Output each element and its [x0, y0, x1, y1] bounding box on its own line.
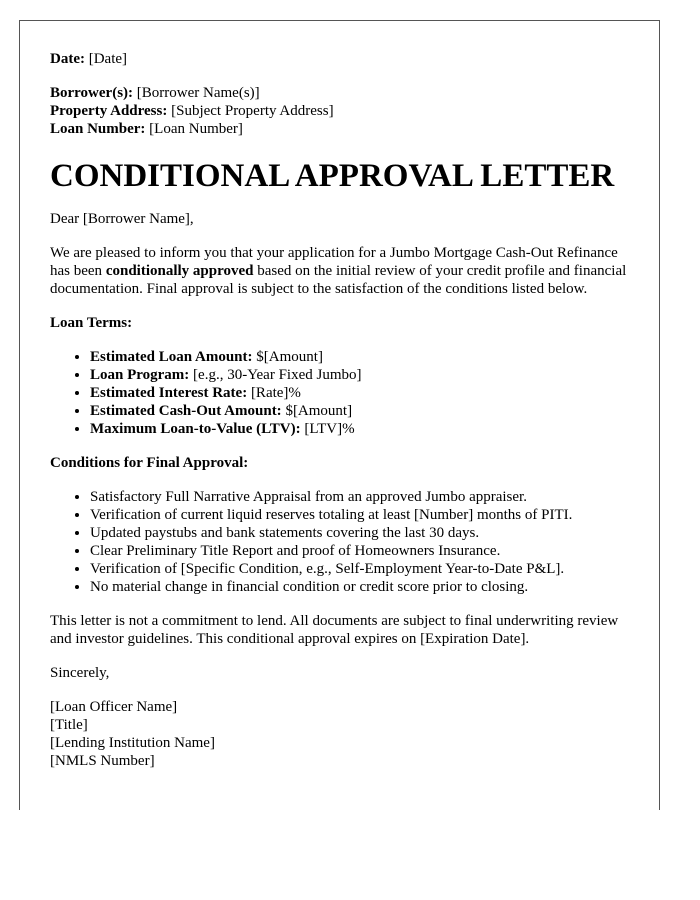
date-line [50, 50, 630, 68]
loan-term-value: [Rate]% [250, 385, 301, 401]
signature-block [50, 698, 630, 770]
loan-number-value: [Loan Number] [149, 121, 243, 137]
loan-term-item [90, 420, 630, 438]
condition-item: • Verification of [Specific Condition, e.g., Self-Employment Year-to-Date P&L]. [90, 560, 630, 578]
borrower-label: Borrower(s): [50, 85, 134, 101]
loan-term-value: [LTV]% [304, 421, 355, 437]
loan-term-item [90, 366, 630, 384]
signature-institution: [Lending Institution Name] [50, 735, 215, 751]
borrower-value: [Borrower Name(s)] [136, 85, 260, 101]
loan-number-line [50, 120, 630, 138]
closing: Sincerely, [50, 665, 110, 681]
salutation: Dear [Borrower Name], [50, 211, 194, 227]
letter-content [50, 50, 630, 770]
date-value: [Date] [88, 51, 128, 67]
loan-term-item [90, 402, 630, 420]
loan-terms-list [50, 348, 630, 438]
loan-term-label: Loan Program: [90, 367, 190, 383]
condition-item: • Satisfactory Full Narrative Appraisal from an approved Jumbo appraiser. [90, 488, 630, 506]
condition-item: • Updated paystubs and bank statements covering the last 30 days. [90, 524, 630, 542]
signature-officer: [Loan Officer Name] [50, 699, 178, 715]
condition-item: • No material change in financial condition or credit score prior to closing. [90, 578, 630, 596]
condition-item: • Clear Preliminary Title Report and proof of Homeowners Insurance. [90, 542, 630, 560]
signature-nmls: [NMLS Number] [50, 753, 155, 769]
loan-term-label: Estimated Loan Amount: [90, 349, 253, 365]
intro-paragraph [50, 244, 630, 298]
property-label: Property Address: [50, 103, 168, 119]
loan-term-value: $[Amount] [285, 403, 353, 419]
date-label: Date: [50, 51, 85, 67]
disclaimer-paragraph: This letter is not a commitment to lend. All documents are subject to final underwriting review and investor guidelines. This conditional approval expires on [Expiration Date]. [50, 613, 619, 647]
loan-number-label: Loan Number: [50, 121, 146, 137]
loan-terms-heading: Loan Terms: [50, 315, 133, 331]
conditions-heading: Conditions for Final Approval: [50, 455, 249, 471]
intro-bold-text: conditionally approved [105, 263, 254, 279]
loan-term-item [90, 384, 630, 402]
loan-term-value: $[Amount] [256, 349, 323, 365]
condition-item: • Verification of current liquid reserves totaling at least [Number] months of PITI. [90, 506, 630, 524]
loan-term-item [90, 348, 630, 366]
letter-page [19, 20, 660, 810]
loan-term-label: Estimated Cash-Out Amount: [90, 403, 282, 419]
loan-term-label: Maximum Loan-to-Value (LTV): [90, 421, 301, 437]
loan-term-label: Estimated Interest Rate: [90, 385, 248, 401]
conditions-list [50, 488, 630, 596]
borrower-line [50, 84, 630, 102]
property-value: [Subject Property Address] [171, 103, 334, 119]
intro-text-2: based on the initial review of your credit profile and financial documentation. Final approval is subject to the satisfaction of the conditions listed below. [50, 263, 627, 297]
borrower-info-block [50, 84, 630, 138]
letter-title: CONDITIONAL APPROVAL LETTER [50, 158, 615, 194]
intro-text-1: We are pleased to inform you that your application for a Jumbo Mortgage Cash-Out Refinance has been [50, 245, 618, 279]
signature-title: [Title] [50, 717, 88, 733]
loan-term-value: [e.g., 30-Year Fixed Jumbo] [193, 367, 362, 383]
property-line [50, 102, 630, 120]
